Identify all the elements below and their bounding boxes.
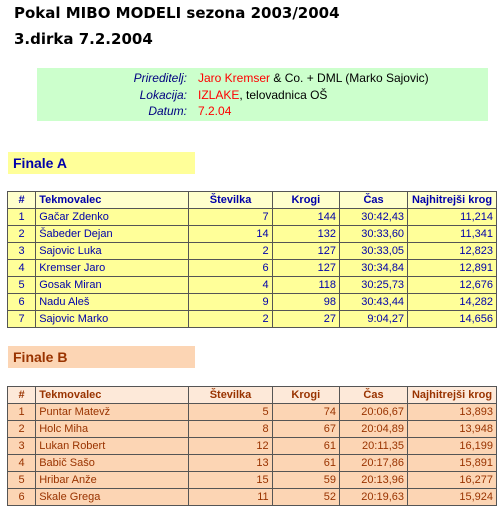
cell-rank: 1 bbox=[8, 404, 36, 421]
cell-time: 20:04,89 bbox=[339, 421, 407, 438]
cell-time: 20:11,35 bbox=[339, 438, 407, 455]
cell-laps: 98 bbox=[272, 294, 339, 311]
cell-fastest-lap: 14,656 bbox=[408, 311, 497, 328]
col-number: # bbox=[8, 387, 36, 404]
cell-fastest-lap: 13,893 bbox=[408, 404, 497, 421]
table-row bbox=[8, 260, 497, 277]
cell-car-number: 9 bbox=[189, 294, 272, 311]
table-row bbox=[8, 489, 497, 506]
cell-rank: 5 bbox=[8, 472, 36, 489]
cell-car-number: 6 bbox=[189, 260, 272, 277]
cell-time: 30:25,73 bbox=[340, 277, 408, 294]
cell-car-number: 12 bbox=[189, 438, 272, 455]
cell-time: 30:33,05 bbox=[340, 243, 408, 260]
table-row bbox=[8, 294, 497, 311]
cell-competitor: Kremser Jaro bbox=[36, 260, 189, 277]
table-header-row bbox=[8, 387, 497, 404]
cell-fastest-lap: 14,282 bbox=[408, 294, 497, 311]
cell-laps: 74 bbox=[272, 404, 339, 421]
cell-fastest-lap: 12,823 bbox=[408, 243, 497, 260]
cell-laps: 132 bbox=[272, 226, 339, 243]
cell-competitor: Holc Miha bbox=[36, 421, 189, 438]
cell-car-number: 4 bbox=[189, 277, 272, 294]
cell-fastest-lap: 15,891 bbox=[408, 455, 497, 472]
cell-time: 20:06,67 bbox=[339, 404, 407, 421]
cell-fastest-lap: 12,676 bbox=[408, 277, 497, 294]
location-value bbox=[198, 87, 327, 103]
location-label: Lokacija: bbox=[139, 88, 187, 102]
table-row bbox=[8, 472, 497, 489]
page-subtitle: 3.dirka 7.2.2004 bbox=[14, 30, 153, 48]
col-fastest-lap: Najhitrejši krog bbox=[408, 387, 497, 404]
organizer-rest: & Co. + DML (Marko Sajovic) bbox=[270, 71, 429, 85]
cell-time: 30:33,60 bbox=[340, 226, 408, 243]
col-car-number: Številka bbox=[189, 192, 272, 209]
cell-fastest-lap: 12,891 bbox=[408, 260, 497, 277]
cell-competitor: Gačar Zdenko bbox=[36, 209, 189, 226]
page-title: Pokal MIBO MODELI sezona 2003/2004 bbox=[14, 4, 340, 22]
cell-rank: 4 bbox=[8, 455, 36, 472]
cell-fastest-lap: 16,199 bbox=[408, 438, 497, 455]
cell-competitor: Hribar Anže bbox=[36, 472, 189, 489]
finale-b-table bbox=[7, 386, 497, 506]
cell-competitor: Sajovic Luka bbox=[36, 243, 189, 260]
cell-car-number: 15 bbox=[189, 472, 272, 489]
cell-competitor: Puntar Matevž bbox=[36, 404, 189, 421]
cell-time: 30:34,84 bbox=[340, 260, 408, 277]
cell-rank: 3 bbox=[8, 438, 36, 455]
location-name: IZLAKE bbox=[198, 88, 240, 102]
cell-time: 30:43,44 bbox=[340, 294, 408, 311]
cell-car-number: 5 bbox=[189, 404, 272, 421]
col-time: Čas bbox=[340, 192, 408, 209]
cell-car-number: 2 bbox=[189, 311, 272, 328]
cell-fastest-lap: 13,948 bbox=[408, 421, 497, 438]
cell-time: 20:13,96 bbox=[339, 472, 407, 489]
cell-rank: 7 bbox=[8, 311, 36, 328]
date-row bbox=[37, 103, 488, 119]
col-competitor: Tekmovalec bbox=[36, 192, 189, 209]
table-row bbox=[8, 209, 497, 226]
table-row bbox=[8, 311, 497, 328]
cell-car-number: 11 bbox=[189, 489, 272, 506]
table-row bbox=[8, 455, 497, 472]
col-competitor: Tekmovalec bbox=[36, 387, 189, 404]
cell-fastest-lap: 11,341 bbox=[408, 226, 497, 243]
cell-time: 20:19,63 bbox=[339, 489, 407, 506]
cell-laps: 118 bbox=[272, 277, 339, 294]
cell-competitor: Sajovic Marko bbox=[36, 311, 189, 328]
table-row bbox=[8, 243, 497, 260]
cell-rank: 3 bbox=[8, 243, 36, 260]
cell-rank: 2 bbox=[8, 226, 36, 243]
cell-car-number: 2 bbox=[189, 243, 272, 260]
cell-competitor: Lukan Robert bbox=[36, 438, 189, 455]
cell-time: 30:42,43 bbox=[340, 209, 408, 226]
cell-rank: 6 bbox=[8, 294, 36, 311]
cell-car-number: 7 bbox=[189, 209, 272, 226]
cell-rank: 6 bbox=[8, 489, 36, 506]
cell-time: 20:17,86 bbox=[339, 455, 407, 472]
location-row bbox=[37, 87, 488, 103]
location-rest: , telovadnica OŠ bbox=[239, 88, 328, 102]
cell-fastest-lap: 11,214 bbox=[408, 209, 497, 226]
cell-laps: 144 bbox=[272, 209, 339, 226]
cell-laps: 27 bbox=[272, 311, 339, 328]
cell-laps: 59 bbox=[272, 472, 339, 489]
table-row bbox=[8, 277, 497, 294]
cell-car-number: 13 bbox=[189, 455, 272, 472]
table-row bbox=[8, 438, 497, 455]
cell-laps: 61 bbox=[272, 438, 339, 455]
col-laps: Krogi bbox=[272, 387, 339, 404]
cell-rank: 1 bbox=[8, 209, 36, 226]
organizer-name: Jaro Kremser bbox=[198, 71, 271, 85]
date-label: Datum: bbox=[148, 104, 187, 118]
date-value: 7.2.04 bbox=[198, 104, 232, 118]
cell-laps: 52 bbox=[272, 489, 339, 506]
col-time: Čas bbox=[339, 387, 407, 404]
table-header-row bbox=[8, 192, 497, 209]
col-fastest-lap: Najhitrejši krog bbox=[408, 192, 497, 209]
table-row bbox=[8, 226, 497, 243]
cell-laps: 127 bbox=[272, 243, 339, 260]
organizer-label: Prireditelj: bbox=[133, 71, 187, 85]
table-row bbox=[8, 421, 497, 438]
table-row bbox=[8, 404, 497, 421]
cell-competitor: Babič Sašo bbox=[36, 455, 189, 472]
organizer-value bbox=[198, 70, 429, 86]
finale-b-heading: Finale B bbox=[8, 346, 195, 368]
cell-car-number: 14 bbox=[189, 226, 272, 243]
cell-laps: 67 bbox=[272, 421, 339, 438]
event-info-box bbox=[37, 68, 488, 121]
cell-time: 9:04,27 bbox=[340, 311, 408, 328]
cell-rank: 2 bbox=[8, 421, 36, 438]
cell-fastest-lap: 15,924 bbox=[408, 489, 497, 506]
finale-a-table bbox=[7, 191, 497, 328]
organizer-row bbox=[37, 70, 488, 86]
cell-competitor: Skale Grega bbox=[36, 489, 189, 506]
col-laps: Krogi bbox=[272, 192, 339, 209]
cell-car-number: 8 bbox=[189, 421, 272, 438]
cell-rank: 4 bbox=[8, 260, 36, 277]
finale-b-rows bbox=[8, 404, 497, 506]
col-number: # bbox=[8, 192, 36, 209]
cell-competitor: Nadu Aleš bbox=[36, 294, 189, 311]
finale-a-rows bbox=[8, 209, 497, 328]
col-car-number: Številka bbox=[189, 387, 272, 404]
cell-competitor: Šabeder Dejan bbox=[36, 226, 189, 243]
cell-fastest-lap: 16,277 bbox=[408, 472, 497, 489]
cell-competitor: Gosak Miran bbox=[36, 277, 189, 294]
cell-laps: 61 bbox=[272, 455, 339, 472]
cell-laps: 127 bbox=[272, 260, 339, 277]
finale-a-heading: Finale A bbox=[8, 152, 195, 174]
cell-rank: 5 bbox=[8, 277, 36, 294]
